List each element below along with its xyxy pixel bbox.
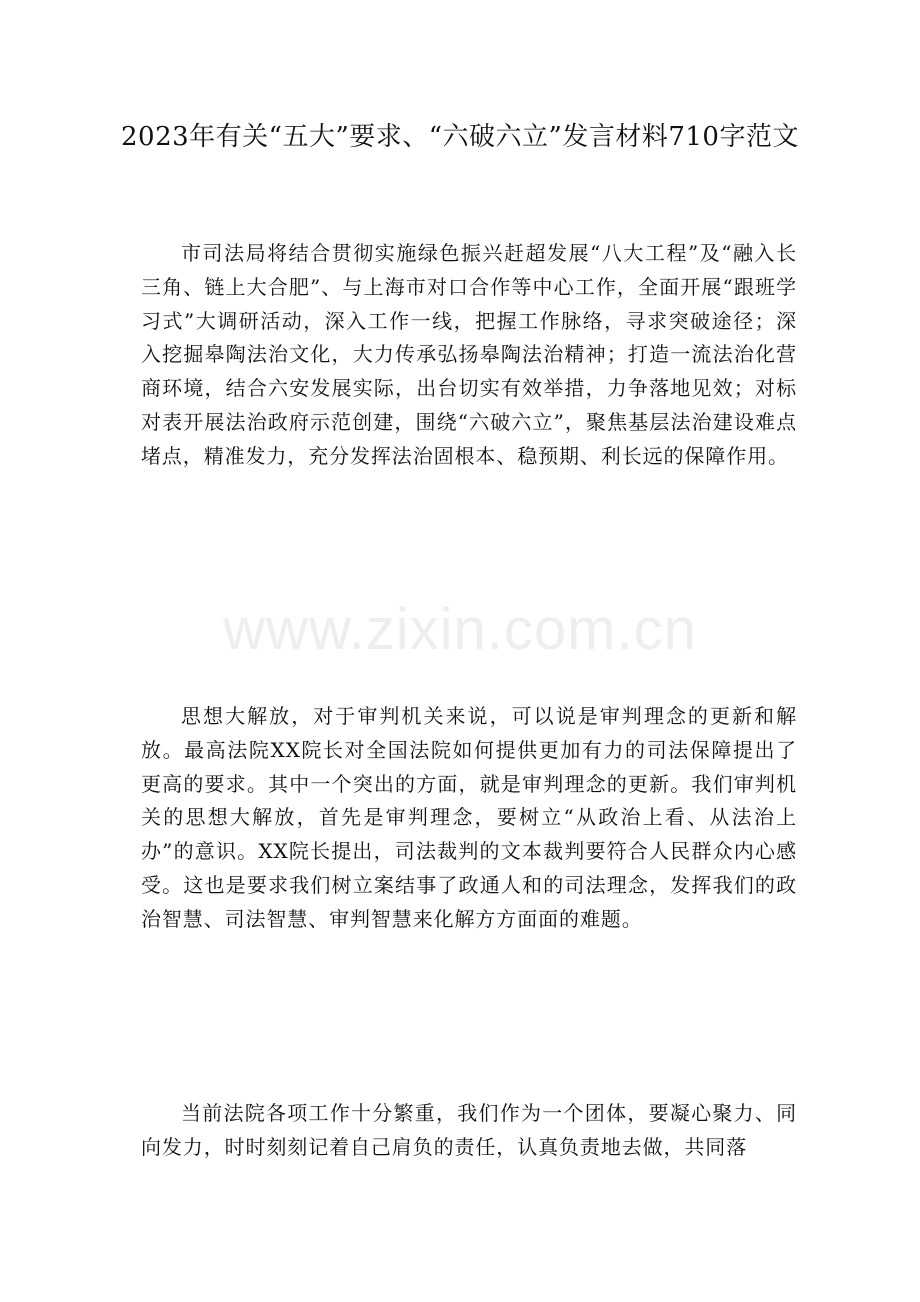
watermark-text: www.zixin.com.cn [223, 597, 697, 662]
paragraph-1: 市司法局将结合贯彻实施绿色振兴赶超发展“八大工程”及“融入长三角、链上大合肥”、与上海市对口合作等中心工作，全面开展“跟班学习式”大调研活动，深入工作一线，把握工作脉络，寻求突破途径；深入挖掘皋陶法治文化，大力传承弘扬皋陶法治精神；打造一流法治化营商环境，结合六安发展实际，出台切实有效举措，力争落地见效；对标对表开展法治政府示范创建，围绕“六破六立”，聚焦基层法治建设难点堵点，精准发力，充分发挥法治固根本、稳预期、利长远的保障作用。 [141, 241, 797, 468]
document-title: 2023年有关“五大”要求、“六破六立”发言材料710字范文 [121, 122, 799, 152]
paragraph-2: 思想大解放，对于审判机关来说，可以说是审判理念的更新和解放。最高法院XX院长对全国法院如何提供更加有力的司法保障提出了更高的要求。其中一个突出的方面，就是审判理念的更新。我们审判机关的思想大解放，首先是审判理念，要树立“从政治上看、从法治上办”的意识。XX院长提出，司法裁判的文本裁判要符合人民群众内心感受。这也是要求我们树立案结事了政通人和的司法理念，发挥我们的政治智慧、司法智慧、审判智慧来化解方方面面的难题。 [141, 704, 797, 931]
paragraph-3: 当前法院各项工作十分繁重，我们作为一个团体，要凝心聚力、同向发力，时时刻刻记着自己肩负的责任，认真负责地去做，共同落 [141, 1101, 797, 1159]
